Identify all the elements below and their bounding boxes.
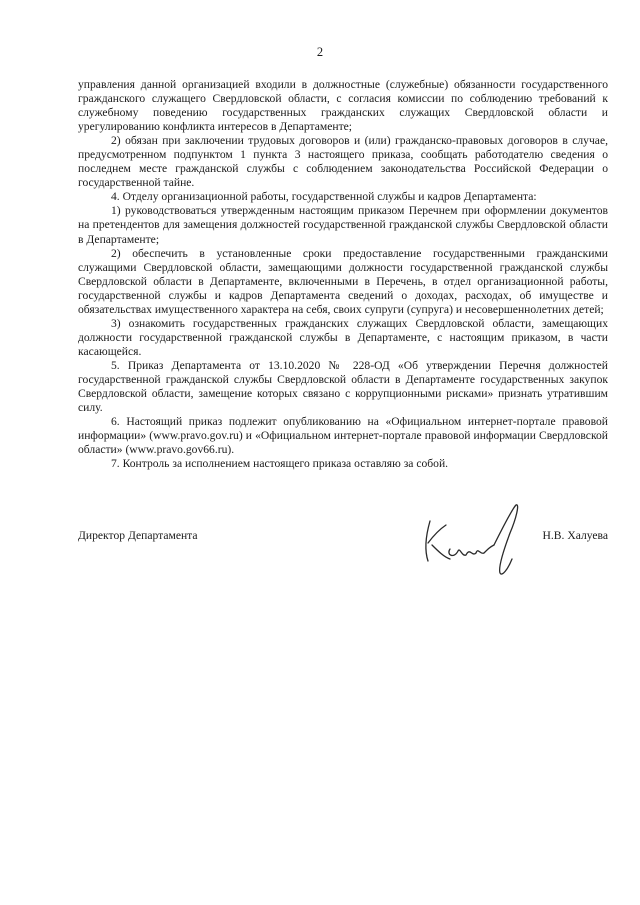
paragraph-4: 4. Отделу организационной работы, государственной службы и кадров Департамента: — [111, 190, 537, 204]
handwritten-signature — [416, 499, 536, 579]
paragraph-7: 7. Контроль за исполнением настоящего приказа оставляю за собой. — [111, 457, 449, 471]
signatory-position: Директор Департамента — [78, 529, 198, 542]
paragraph-3-2: 2) обязан при заключении трудовых договоров и (или) гражданско-правовых договоров в случае, предусмотренном подпунктом 1 пункта 3 настоящего приказа, сообщать работодателю сведения о последнем месте гражданской службы с соблюдением законодательства Российской Федерации о государственной тайне. — [78, 134, 608, 190]
paragraph-4-1: 1) руководствоваться утвержденным настоящим приказом Перечнем при оформлении документов на претендентов для замещения должностей государственной гражданской службы Свердловской области в Департаменте; — [78, 204, 608, 246]
paragraph-4-3: 3) ознакомить государственных гражданских служащих Свердловской области, замещающих должности государственной гражданской службы в Департаменте, с настоящим приказом, в части касающейся. — [78, 316, 608, 358]
signature-block — [78, 521, 608, 581]
paragraph-continuation: управления данной организацией входили в должностные (служебные) обязанности государственного гражданского служащего Свердловской области, с согласия комиссии по соблюдению требований к служебному поведению государственных гражданских служащих Свердловской области и урегулированию конфликта интересов в Департаменте; — [78, 78, 608, 134]
paragraph-6: 6. Настоящий приказ подлежит опубликованию на «Официальном интернет-портале правовой информации» (www.pravo.gov.ru) и «Официальном интернет-портале правовой информации Свердловской области» (www.pravo.gov66.ru). — [78, 415, 608, 457]
paragraph-4-2: 2) обеспечить в установленные сроки предоставление государственными гражданскими служащими Свердловской области, замещающими должности государственной гражданской службы Свердловской области в Департаменте, включенными в Перечень, в отдел организационной работы, государственной службы и кадров Департамента сведений о доходах, расходах, об имуществе и обязательствах имущественного характера на себя, своих супруги (супруга) и несовершеннолетних детей; — [78, 246, 608, 316]
page-number: 2 — [316, 45, 324, 59]
signatory-name: Н.В. Халуева — [542, 529, 608, 542]
document-body — [78, 78, 608, 471]
paragraph-5: 5. Приказ Департамента от 13.10.2020 № 228-ОД «Об утверждении Перечня должностей государственной гражданской службы Свердловской области в Департаменте государственных закупок Свердловской области, замещение которых связано с коррупционными рисками» признать утратившим силу. — [78, 358, 608, 415]
